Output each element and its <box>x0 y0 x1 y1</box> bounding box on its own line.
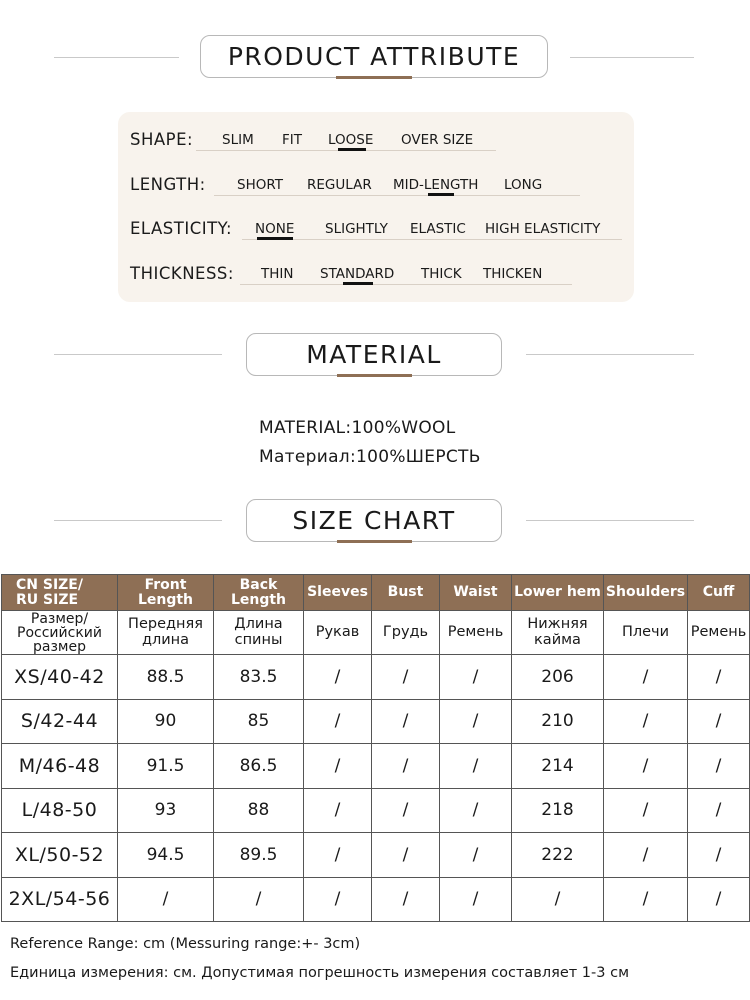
column-header-ru: Передняя длина <box>118 611 214 655</box>
column-header: Shoulders <box>604 575 688 611</box>
product-attribute-panel <box>118 112 634 302</box>
option-over-size: OVER SIZE <box>401 132 474 148</box>
option-slightly: SLIGHTLY <box>325 221 388 237</box>
table-cell: / <box>604 744 688 789</box>
table-cell: / <box>304 877 372 922</box>
column-header: Cuff <box>688 575 750 611</box>
table-cell: / <box>512 877 604 922</box>
material-value: 100%ШЕРСТЬ <box>356 447 481 467</box>
attribute-label: SHAPE: <box>130 130 194 149</box>
table-cell: 89.5 <box>214 833 304 878</box>
attribute-baseline <box>214 195 580 196</box>
table-cell: / <box>304 788 372 833</box>
divider-line <box>54 354 222 355</box>
section-title: PRODUCT ATTRIBUTE <box>200 35 548 78</box>
column-header: CN SIZE/ RU SIZE <box>2 575 118 611</box>
material-en <box>259 418 456 438</box>
table-cell: / <box>372 744 440 789</box>
table-cell: / <box>304 833 372 878</box>
table-cell: 90 <box>118 699 214 744</box>
table-cell: 85 <box>214 699 304 744</box>
selected-marker <box>343 282 373 285</box>
column-header: Lower hem <box>512 575 604 611</box>
table-cell: / <box>440 833 512 878</box>
option-thick: THICK <box>421 266 462 282</box>
attribute-row-shape <box>118 124 634 154</box>
table-body <box>2 655 750 922</box>
size-label-cell: S/42-44 <box>2 699 118 744</box>
attribute-row-elasticity <box>118 213 634 243</box>
option-elastic: ELASTIC <box>410 221 466 237</box>
option-fit: FIT <box>282 132 302 148</box>
column-header-ru: Нижняя кайма <box>512 611 604 655</box>
option-mid-length: MID-LENGTH <box>393 177 479 193</box>
column-header: Back Length <box>214 575 304 611</box>
table-cell: / <box>604 833 688 878</box>
table-cell: / <box>372 877 440 922</box>
material-label: Материал: <box>259 447 356 467</box>
column-header-ru: Длина спины <box>214 611 304 655</box>
option-standard: STANDARD <box>320 266 395 282</box>
material-ru <box>259 447 481 467</box>
column-header-ru: Грудь <box>372 611 440 655</box>
attribute-baseline <box>240 284 572 285</box>
option-slim: SLIM <box>222 132 254 148</box>
column-header-ru: Ремень <box>440 611 512 655</box>
option-thicken: THICKEN <box>483 266 543 282</box>
option-loose: LOOSE <box>328 132 374 148</box>
reference-range-note: Reference Range: cm (Messuring range:+- 3cm) <box>10 936 361 952</box>
column-header-ru: Ремень <box>688 611 750 655</box>
selected-marker <box>257 237 293 240</box>
table-cell: / <box>372 833 440 878</box>
table-cell: / <box>118 877 214 922</box>
table-cell: / <box>604 788 688 833</box>
table-cell: / <box>688 655 750 700</box>
divider-line <box>570 57 694 58</box>
table-cell: 83.5 <box>214 655 304 700</box>
attribute-label: ELASTICITY: <box>130 219 233 238</box>
table-cell: / <box>440 788 512 833</box>
divider-line <box>54 57 179 58</box>
table-cell: 222 <box>512 833 604 878</box>
table-cell: 93 <box>118 788 214 833</box>
option-none: NONE <box>255 221 295 237</box>
size-label-cell: M/46-48 <box>2 744 118 789</box>
column-header-ru: Плечи <box>604 611 688 655</box>
column-header-ru: Размер/ Российский размер <box>2 611 118 655</box>
table-cell: / <box>604 699 688 744</box>
option-high-elasticity: HIGH ELASTICITY <box>485 221 601 237</box>
selected-marker <box>428 193 454 196</box>
table-cell: 210 <box>512 699 604 744</box>
attribute-baseline <box>242 239 622 240</box>
column-header: Sleeves <box>304 575 372 611</box>
table-row <box>2 744 750 789</box>
attribute-row-thickness <box>118 258 634 288</box>
table-cell: / <box>372 788 440 833</box>
table-cell: 91.5 <box>118 744 214 789</box>
table-cell: / <box>688 788 750 833</box>
table-cell: / <box>372 655 440 700</box>
table-cell: / <box>440 744 512 789</box>
table-header-russian <box>2 611 750 655</box>
size-chart-table <box>1 574 750 922</box>
table-cell: 88 <box>214 788 304 833</box>
selected-marker <box>338 148 366 151</box>
table-cell: / <box>688 699 750 744</box>
table-row <box>2 877 750 922</box>
option-short: SHORT <box>237 177 283 193</box>
table-cell: / <box>688 877 750 922</box>
column-header: Bust <box>372 575 440 611</box>
divider-line <box>526 354 694 355</box>
material-value: 100%WOOL <box>351 418 456 438</box>
column-header-ru: Рукав <box>304 611 372 655</box>
measurement-note-ru: Единица измерения: см. Допустимая погрешность измерения составляет 1-3 см <box>10 965 630 981</box>
table-cell: / <box>688 744 750 789</box>
table-cell: 86.5 <box>214 744 304 789</box>
option-long: LONG <box>504 177 543 193</box>
table-cell: / <box>604 877 688 922</box>
title-underline <box>336 76 412 79</box>
attribute-row-length <box>118 169 634 199</box>
table-cell: / <box>604 655 688 700</box>
section-title: SIZE CHART <box>246 499 502 542</box>
table-cell: 206 <box>512 655 604 700</box>
size-label-cell: XL/50-52 <box>2 833 118 878</box>
table-cell: / <box>372 699 440 744</box>
material-label: MATERIAL: <box>259 418 352 438</box>
table-row <box>2 833 750 878</box>
table-cell: / <box>688 833 750 878</box>
attribute-label: THICKNESS: <box>130 264 234 283</box>
table-cell: / <box>440 699 512 744</box>
table-header-english <box>2 575 750 611</box>
option-regular: REGULAR <box>307 177 372 193</box>
table-cell: / <box>440 655 512 700</box>
table-row <box>2 655 750 700</box>
table-row <box>2 699 750 744</box>
title-underline <box>337 540 412 543</box>
table-cell: 214 <box>512 744 604 789</box>
title-underline <box>337 374 412 377</box>
table-cell: / <box>304 655 372 700</box>
column-header: Front Length <box>118 575 214 611</box>
size-label-cell: XS/40-42 <box>2 655 118 700</box>
table-cell: 94.5 <box>118 833 214 878</box>
option-thin: THIN <box>261 266 294 282</box>
table-cell: / <box>214 877 304 922</box>
size-label-cell: 2XL/54-56 <box>2 877 118 922</box>
column-header: Waist <box>440 575 512 611</box>
table-cell: / <box>304 699 372 744</box>
size-label-cell: L/48-50 <box>2 788 118 833</box>
section-title: MATERIAL <box>246 333 502 376</box>
table-cell: / <box>440 877 512 922</box>
table-cell: 88.5 <box>118 655 214 700</box>
table-cell: / <box>304 744 372 789</box>
table-cell: 218 <box>512 788 604 833</box>
attribute-label: LENGTH: <box>130 175 206 194</box>
divider-line <box>54 520 222 521</box>
divider-line <box>526 520 694 521</box>
table-row <box>2 788 750 833</box>
